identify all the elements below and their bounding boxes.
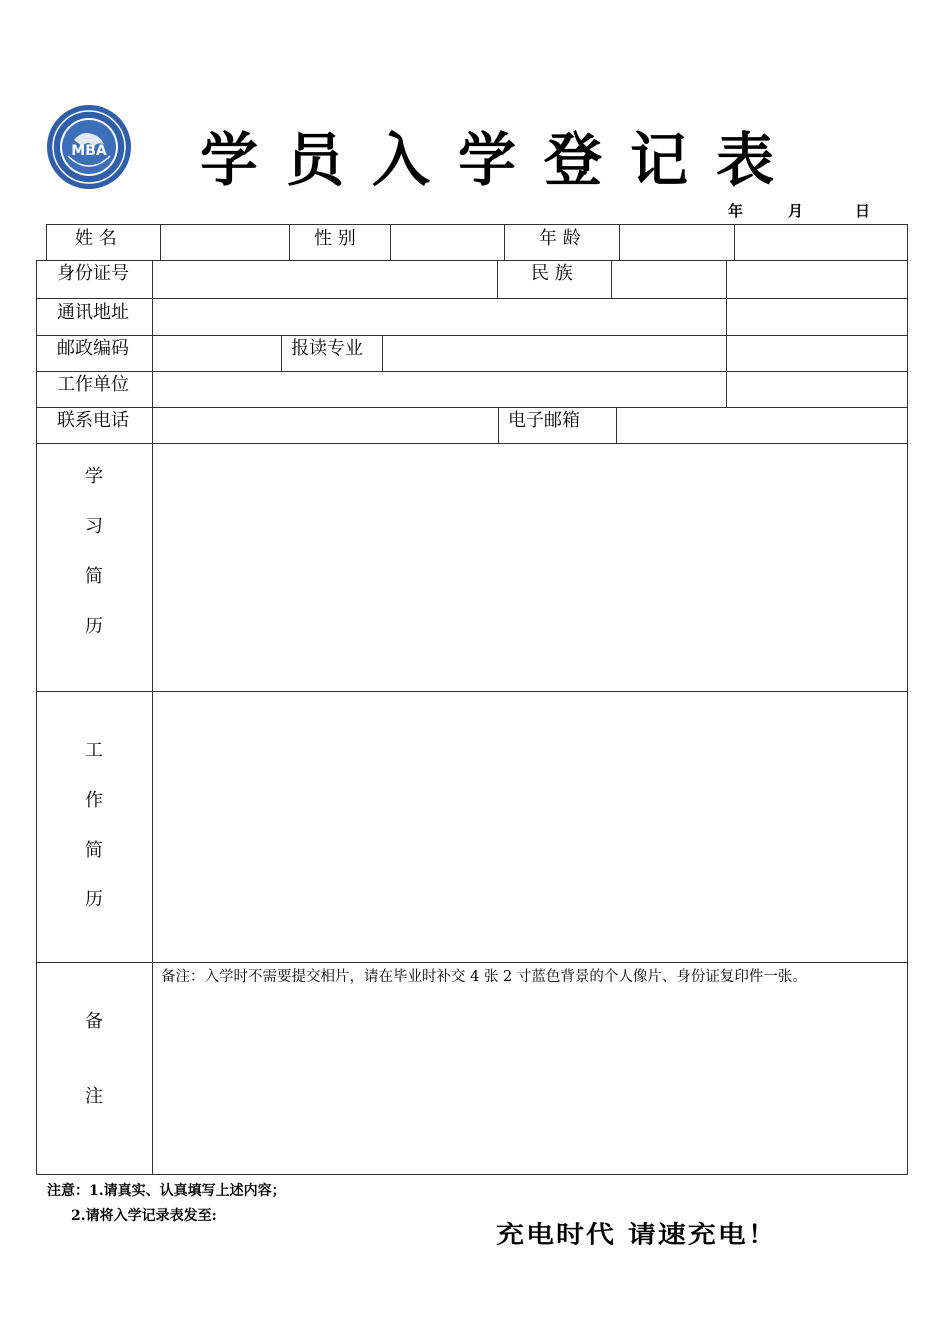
employer-field[interactable] (152, 371, 727, 408)
id-label: 身份证号 (57, 263, 129, 284)
note-line-1: 注意：1.请真实、认真填写上述内容； (47, 1183, 286, 1199)
remarks-char-1: 备 (85, 1011, 103, 1032)
photo-cell-2 (726, 260, 908, 299)
age-label: 年 龄 (539, 228, 581, 249)
postcode-label: 邮政编码 (57, 338, 129, 359)
address-label-cell (36, 298, 153, 336)
ethnicity-label-cell (497, 260, 612, 299)
id-label-cell (36, 260, 153, 299)
postcode-label-cell (36, 335, 153, 372)
ethnicity-label: 民 族 (531, 263, 573, 284)
remarks-label-cell (36, 962, 153, 1175)
work-history-field[interactable] (152, 691, 908, 963)
email-field[interactable] (616, 407, 908, 444)
study-char-1: 学 (85, 466, 103, 487)
ethnicity-field[interactable] (611, 260, 727, 299)
photo-cell-3 (726, 298, 908, 336)
work-char-3: 简 (85, 840, 103, 861)
photo-cell-5 (726, 371, 908, 408)
work-char-1: 工 (85, 740, 103, 761)
photo-cell-4 (726, 335, 908, 372)
major-label: 报读专业 (291, 338, 363, 359)
phone-label: 联系电话 (57, 410, 129, 431)
date-day: 日 (855, 202, 871, 220)
date-month: 月 (788, 202, 804, 220)
name-label: 姓 名 (75, 228, 117, 249)
age-field[interactable] (619, 224, 735, 261)
email-label: 电子邮箱 (508, 410, 580, 431)
date-year: 年 (728, 202, 744, 220)
study-history-label-cell (36, 443, 153, 692)
address-label: 通讯地址 (57, 302, 129, 323)
gender-label: 性 别 (314, 228, 356, 249)
name-label-cell (46, 224, 161, 261)
email-label-cell (498, 407, 617, 444)
gender-label-cell (289, 224, 391, 261)
work-char-4: 历 (85, 889, 103, 910)
remarks-char-2: 注 (85, 1086, 103, 1107)
logo-text: MBA (71, 143, 107, 159)
major-label-cell (281, 335, 383, 372)
remarks-field[interactable] (152, 962, 908, 1175)
remarks-text: 备注：入学时不需要提交相片，请在毕业时补交 4 张 2 寸蓝色背景的个人像片、身份证复印件一张。 (161, 969, 807, 985)
note-line-2: 2.请将入学记录表发至: (71, 1208, 217, 1224)
postcode-field[interactable] (152, 335, 282, 372)
study-char-2: 习 (85, 516, 103, 537)
employer-label-cell (36, 371, 153, 408)
slogan: 充电时代 请速充电！ (496, 1220, 778, 1249)
address-field[interactable] (152, 298, 727, 336)
age-label-cell (504, 224, 620, 261)
photo-cell-1 (734, 224, 908, 261)
name-field[interactable] (160, 224, 290, 261)
work-history-label-cell (36, 691, 153, 963)
phone-field[interactable] (152, 407, 499, 444)
study-char-4: 历 (85, 616, 103, 637)
gender-field[interactable] (390, 224, 505, 261)
page-title: 学员入学登记表 (200, 126, 803, 194)
id-field[interactable] (152, 260, 498, 299)
phone-label-cell (36, 407, 153, 444)
study-char-3: 简 (85, 566, 103, 587)
employer-label: 工作单位 (57, 374, 129, 395)
work-char-2: 作 (85, 790, 103, 811)
study-history-field[interactable] (152, 443, 908, 692)
major-field[interactable] (382, 335, 727, 372)
